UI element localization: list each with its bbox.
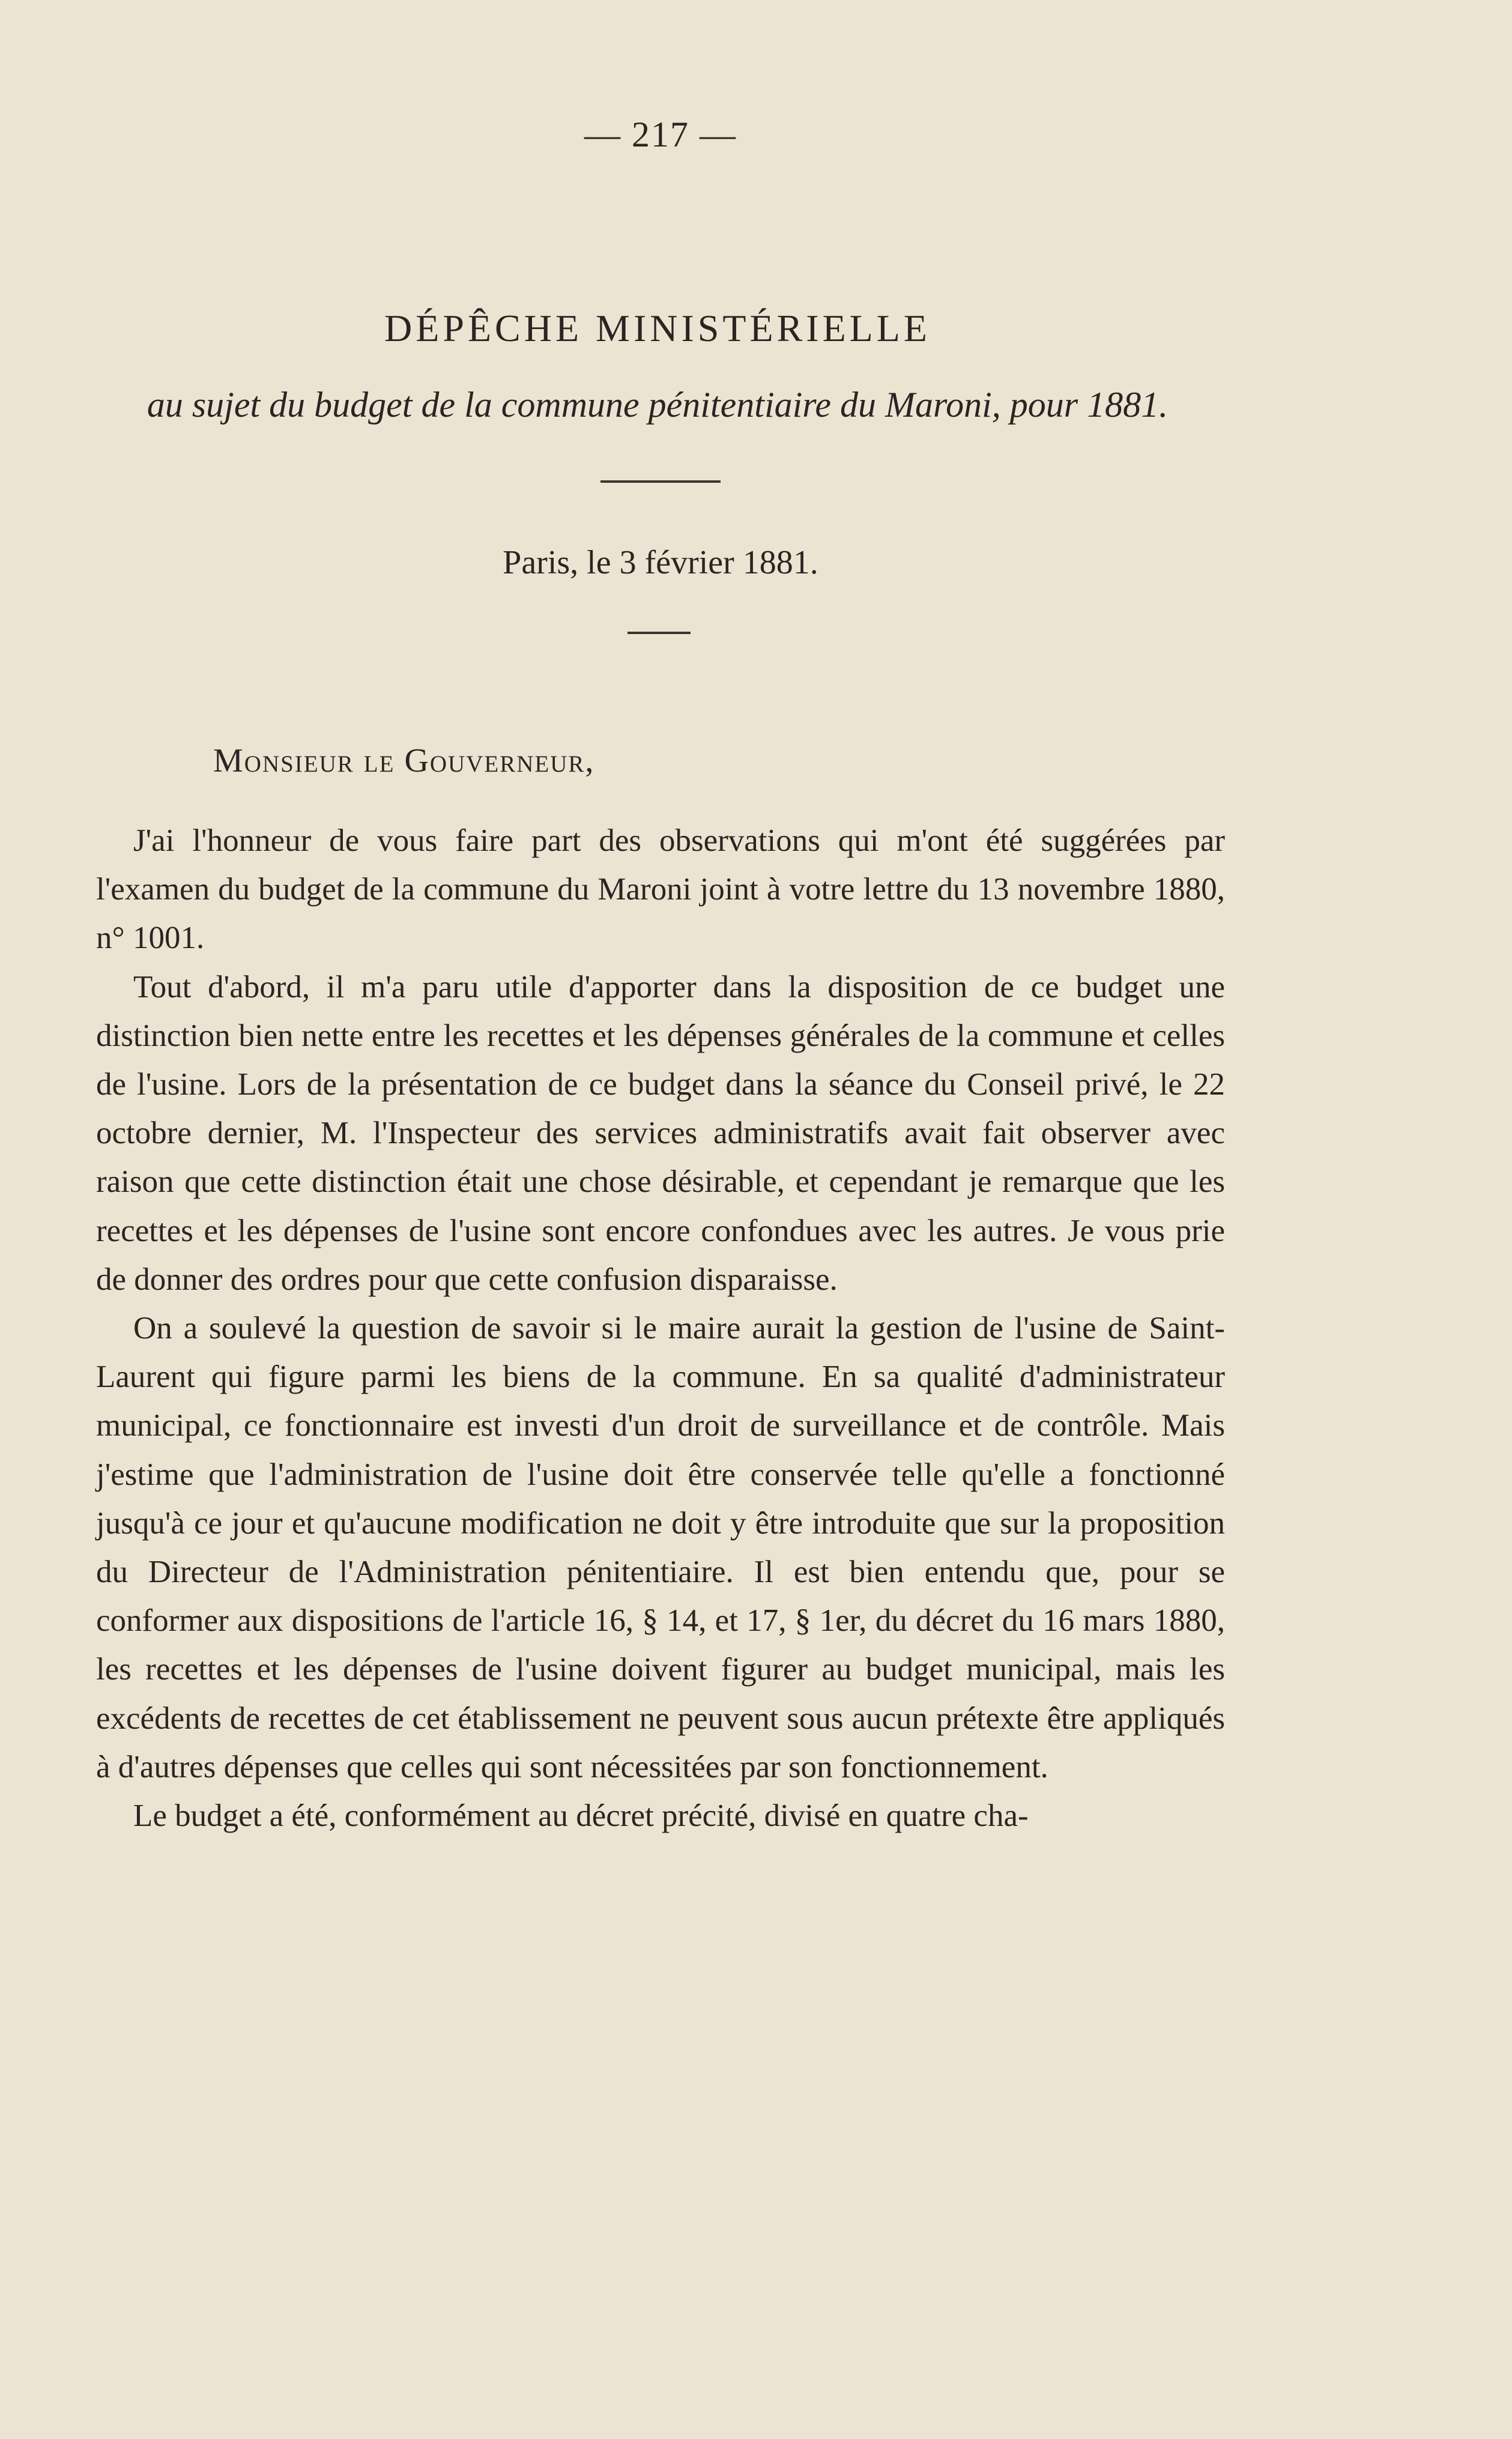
salutation: Monsieur le Gouverneur, xyxy=(213,742,595,779)
document-subtitle: au sujet du budget de la commune pénitentiaire du Maroni, pour 1881. xyxy=(147,385,1169,425)
document-title: DÉPÊCHE MINISTÉRIELLE xyxy=(384,307,931,349)
paragraph: Le budget a été, conformément au décret précité, divisé en quatre cha- xyxy=(133,1798,1029,1834)
page-number: — 217 — xyxy=(584,115,737,154)
title-divider xyxy=(600,480,721,483)
paragraph: J'ai l'honneur de vous faire part des observations qui m'ont été suggérées par l'examen du budget de la commune du Maroni joint à votre lettre du 13 novembre 1880, n° 1001. xyxy=(96,823,1225,956)
paragraph: Tout d'abord, il m'a paru utile d'apporter dans la disposition de ce budget une distinction bien nette entre les recettes et les dépenses générales de la commune et celles de l'usine. Lors de la présentation de ce budget dans la séance du Conseil privé, le 22 octobre dernier, M. l'Inspecteur des services administratifs avait fait observer avec raison que cette distinction était une chose désirable, et cependant je remarque que les recettes et les dépenses de l'usine sont encore confondues avec les autres. Je vous prie de donner des ordres pour que cette confusion disparaisse. xyxy=(96,969,1225,1297)
paragraph: On a soulevé la question de savoir si le maire aurait la gestion de l'usine de Saint-Laurent qui figure parmi les biens de la commune. En sa qualité d'administrateur municipal, ce fonctionnaire est investi d'un droit de surveillance et de contrôle. Mais j'estime que l'administration de l'usine doit être conservée telle qu'elle a fonctionné jusqu'à ce jour et qu'aucune modification ne doit y être introduite que sur la proposition du Directeur de l'Administration pénitentiaire. Il est bien entendu que, pour se conformer aux dispositions de l'article 16, § 14, et 17, § 1er, du décret du 16 mars 1880, les recettes et les dépenses de l'usine doivent figurer au budget municipal, mais les excédents de recettes de cet établissement ne peuvent sous aucun prétexte être appliqués à d'autres dépenses que celles qui sont nécessitées par son fonctionnement. xyxy=(96,1311,1225,1785)
dateline-divider xyxy=(627,632,691,634)
dateline: Paris, le 3 février 1881. xyxy=(503,544,818,581)
letter-body xyxy=(96,817,1225,1840)
